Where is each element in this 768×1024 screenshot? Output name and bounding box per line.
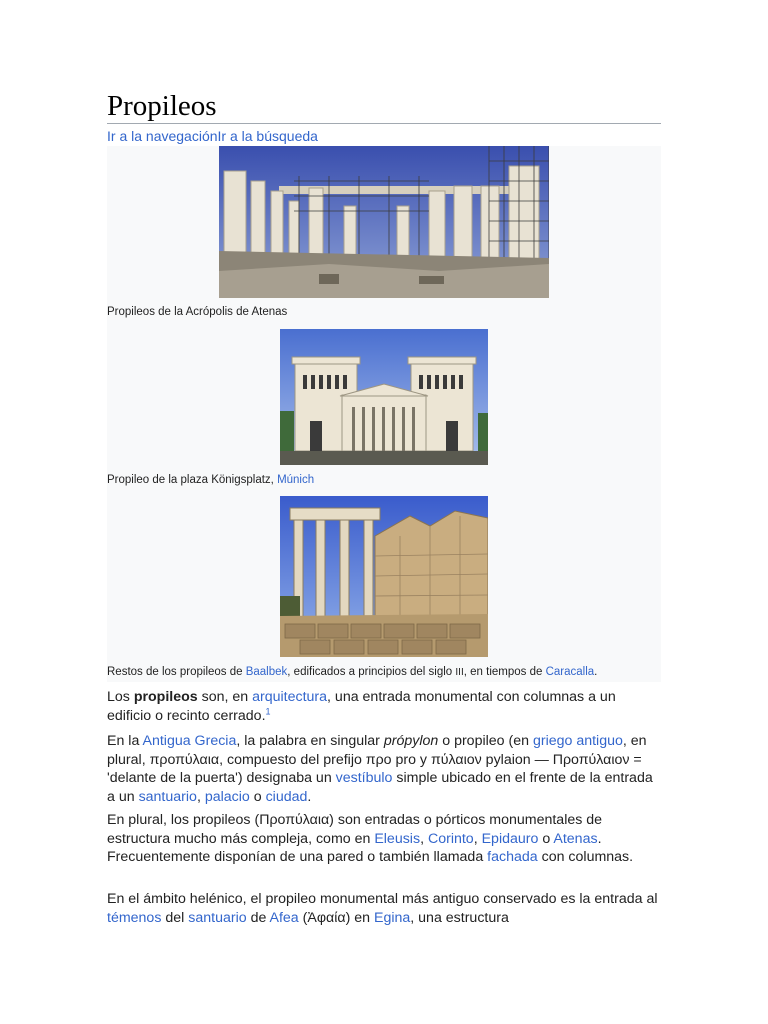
propylaea-baalbek-image[interactable] [280,496,488,657]
jump-links [107,127,318,145]
title-divider [107,123,661,124]
figure-caption: Propileo de la plaza Königsplatz, Múnich [107,474,315,486]
paragraph-plural: En plural, los propileos (Προπύλαια) son entradas o pórticos monumentales de estructura mucho más compleja, como en Eleusis, Corinto, Epidauro o Atenas. Frecuentemente disponían de una pared o también llamada fachada con columnas. [107,812,634,865]
paragraph-etymology: En la Antigua Grecia, la palabra en singular própylon o propileo (en griego antiguo, en plural, προπύλαια, compuesto del prefijo προ pro y πύλαιον pylaion — Προπύλαιον = 'delante de la puerta') designaba un vestíbulo simple ubicado en el frente de la entrada a un santuario, palacio o ciudad. [107,733,653,805]
propylaea-acropolis-image[interactable] [219,146,549,298]
munich-link[interactable]: Múnich [277,474,315,486]
eleusis-link[interactable]: Eleusis [374,830,421,847]
vestibulo-link[interactable]: vestíbulo [335,770,393,786]
page-title: Propileos [107,90,217,122]
antigua-grecia-link[interactable]: Antigua Grecia [142,733,237,749]
figure-caption: Restos de los propileos de Baalbek, edificados a principios del siglo III, en tiempos de Caracalla. [107,666,598,678]
propylaea-konigsplatz-image[interactable] [280,329,488,465]
bold-term: propileos [133,689,198,705]
jump-to-search-link[interactable]: Ir a la búsqueda [217,128,318,144]
palacio-link[interactable]: palacio [204,788,250,805]
caracalla-link[interactable]: Caracalla [545,666,595,678]
egina-link[interactable]: Egina [373,909,411,926]
griego-antiguo-link[interactable]: griego antiguo [532,733,623,749]
paragraph-hellenic: En el ámbito helénico, el propileo monumental más antiguo conservado es la entrada al témenos del santuario de Afea (Ἀφαία) en Egina, una estructura [107,891,658,926]
reference-link[interactable]: 1 [265,705,271,716]
arquitectura-link[interactable]: arquitectura [252,689,328,705]
italic-term: própylon [383,733,439,749]
santuario-link[interactable]: santuario [138,788,197,805]
corinto-link[interactable]: Corinto [427,830,474,847]
ciudad-link[interactable]: ciudad [265,788,308,805]
jump-to-navigation-link[interactable]: Ir a la navegación [107,128,218,144]
afea-link[interactable]: Afea [269,909,299,926]
figure-caption: Propileos de la Acrópolis de Atenas [107,306,288,318]
fachada-link[interactable]: fachada [487,849,538,865]
temenos-link[interactable]: témenos [107,909,162,926]
century-numeral: III [455,667,464,678]
santuario-link[interactable]: santuario [188,909,247,926]
atenas-link[interactable]: Atenas [553,830,598,847]
baalbek-link[interactable]: Baalbek [245,666,288,678]
epidauro-link[interactable]: Epidauro [481,830,539,847]
paragraph-definition: Los propileos son, en arquitectura, una entrada monumental con columnas a un edificio o recinto cerrado.$^1$ [107,689,616,724]
